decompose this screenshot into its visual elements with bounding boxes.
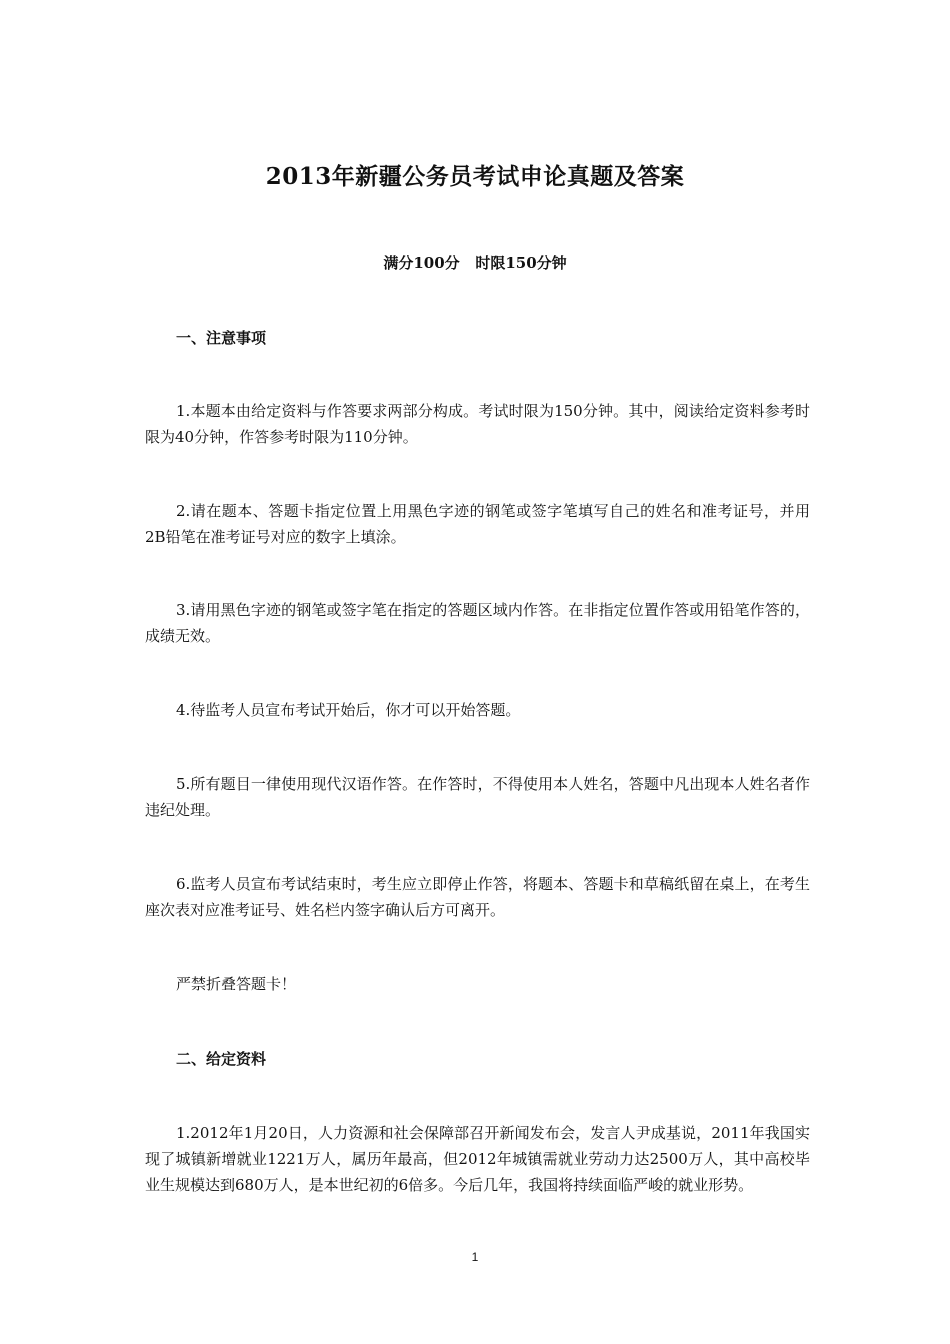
materials-item-1: 1.2012年1月20日，人力资源和社会保障部召开新闻发布会，发言人尹成基说，2011年我国实现了城镇新增就业1221万人，属历年最高，但2012年城镇需就业劳动力达2500万人，其中高校毕业生规模达到680万人，是本世纪初的6倍多。今后几年，我国将持续面临严峻的就业形势。 (145, 1124, 810, 1194)
page-number: 1 (471, 1250, 479, 1264)
document-title: 2013年新疆公务员考试申论真题及答案 (265, 163, 685, 190)
notes-item-3: 3.请用黑色字迹的钢笔或签字笔在指定的答题区域内作答。在非指定位置作答或用铅笔作答的，成绩无效。 (145, 601, 810, 645)
notes-item-4: 4.待监考人员宣布考试开始后，你才可以开始答题。 (176, 701, 521, 719)
notes-item-2: 2.请在题本、答题卡指定位置上用黑色字迹的钢笔或签字笔填写自己的姓名和准考证号，并用2B铅笔在准考证号对应的数字上填涂。 (145, 502, 810, 546)
notes-item-6: 6.监考人员宣布考试结束时，考生应立即停止作答，将题本、答题卡和草稿纸留在桌上，在考生座次表对应准考证号、姓名栏内签字确认后方可离开。 (145, 875, 810, 919)
exam-info: 满分100分 时限150分钟 (383, 254, 567, 272)
notes-item-1: 1.本题本由给定资料与作答要求两部分构成。考试时限为150分钟。其中，阅读给定资料参考时限为40分钟，作答参考时限为110分钟。 (145, 402, 810, 446)
section-heading-notes: 一、注意事项 (176, 329, 267, 347)
section-heading-materials: 二、给定资料 (176, 1050, 267, 1068)
notes-item-5: 5.所有题目一律使用现代汉语作答。在作答时，不得使用本人姓名，答题中凡出现本人姓名者作违纪处理。 (145, 775, 810, 819)
warning-text: 严禁折叠答题卡！ (176, 975, 297, 993)
